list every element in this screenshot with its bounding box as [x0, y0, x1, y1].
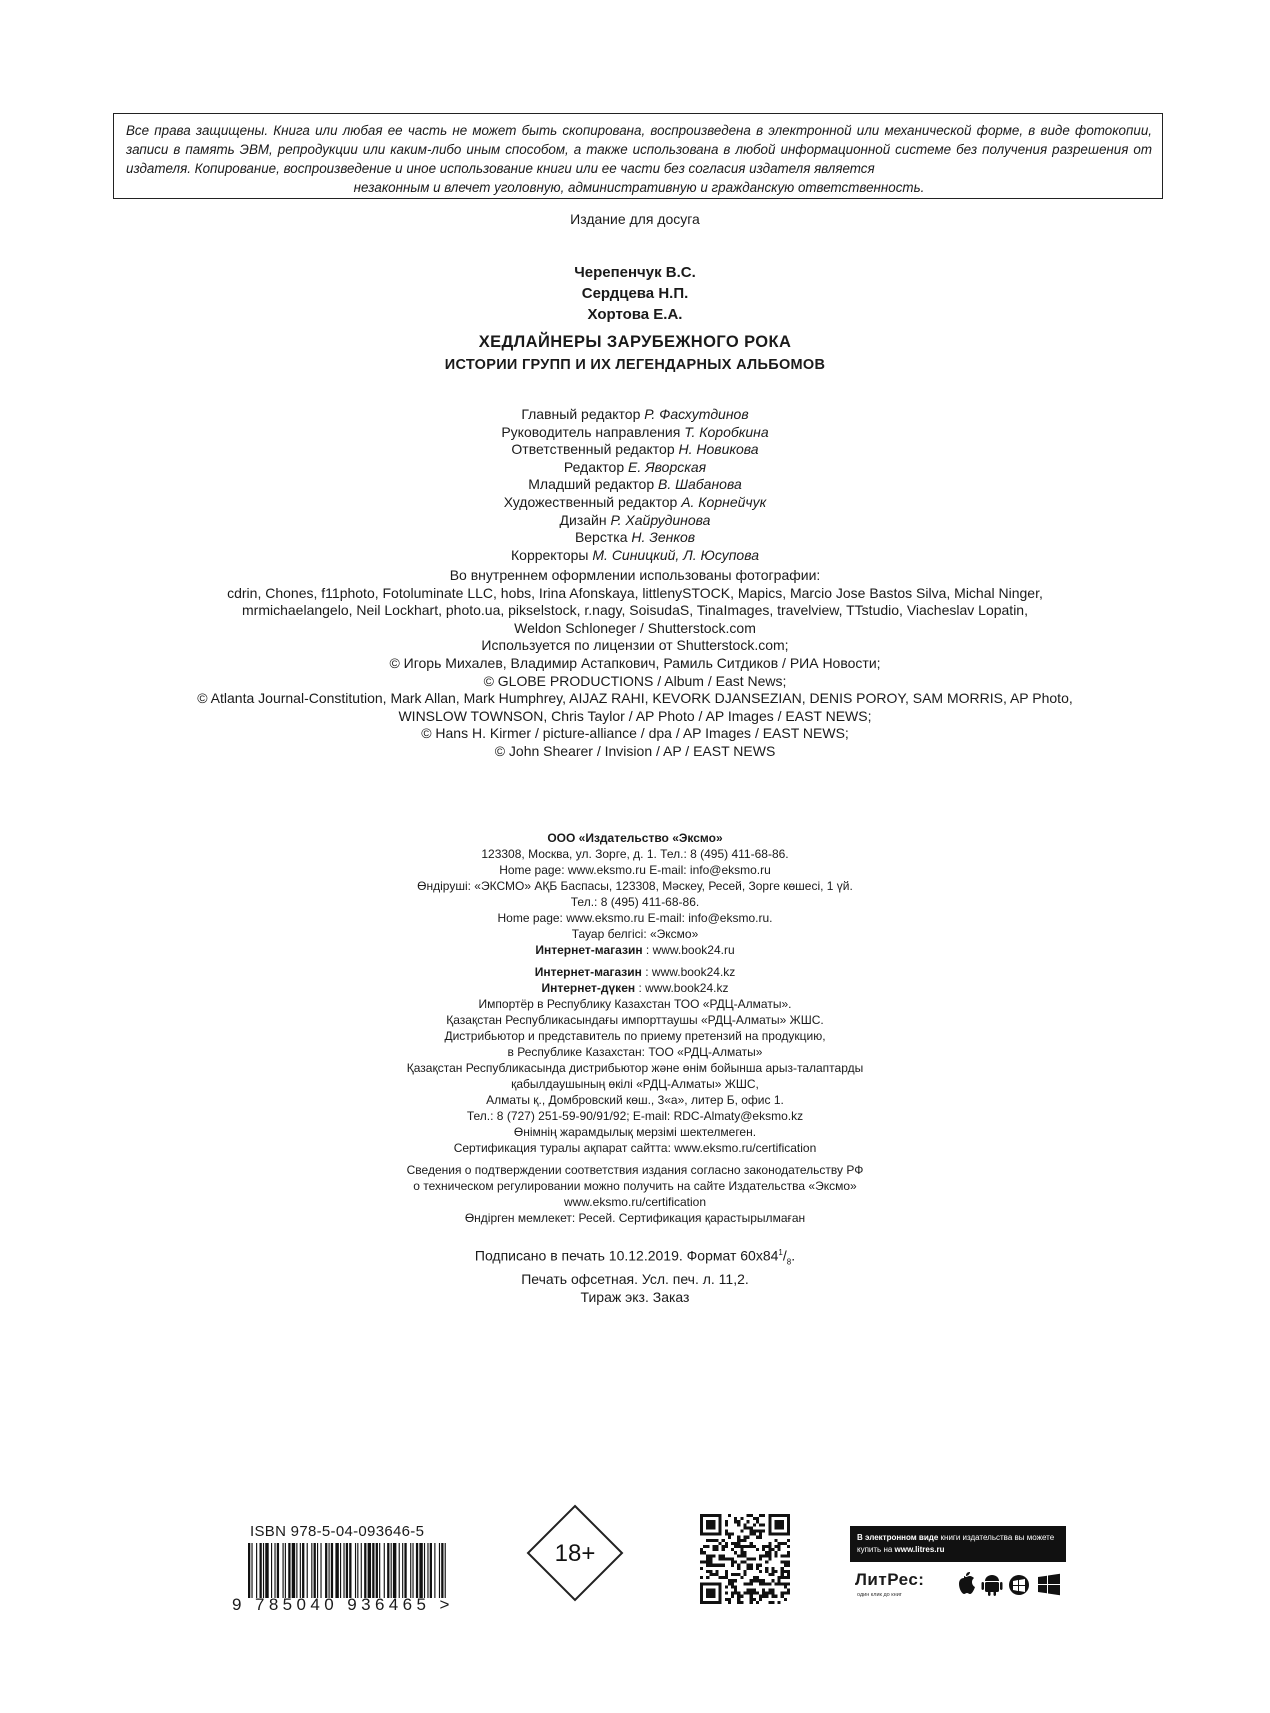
publisher-line: Сертификация туралы ақпарат сайтта: www.eksmo.ru/certification: [453, 1141, 817, 1155]
certification-line: www.eksmo.ru/certification: [563, 1195, 707, 1209]
photo-credit-line: © Игорь Михалев, Владимир Астапкович, Рамиль Ситдиков / РИА Новости;: [389, 654, 881, 671]
author: Сердцева Н.П.: [581, 285, 689, 302]
photo-credits: [0, 567, 1270, 761]
credit-line: Младший редактор В. Шабанова: [528, 476, 742, 493]
certification-line: Өндірген мемлекет: Ресей. Сертификация қарастырылмаған: [464, 1211, 806, 1225]
credit-line: Редактор Е. Яворская: [563, 458, 707, 475]
publisher-block: [0, 830, 1270, 1226]
copyright-notice: [113, 113, 1163, 199]
litres-banner-line: В электронном виде книги издательства вы можете: [857, 1533, 1055, 1542]
photo-credit-line: © Atlanta Journal-Constitution, Mark Allan, Mark Humphrey, AIJAZ RAHI, KEVORK DJANSEZIAN, DENIS POROY, SAM MORRIS, AP Photo,: [197, 690, 1073, 707]
publisher-line: Дистрибьютор и представитель по приему претензий на продукцию,: [444, 1029, 826, 1043]
isbn-label: ISBN 978-5-04-093646-5: [250, 1523, 425, 1540]
publisher-line: 123308, Москва, ул. Зорге, д. 1. Тел.: 8 (495) 411-68-86.: [481, 847, 789, 861]
photo-credit-line: cdrin, Chones, f11photo, Fotoluminate LLC, hobs, Irina Afonskaya, littlenySTOCK, Mapics, Marcio Jose Bastos Silva, Michal Ninger,: [227, 584, 1043, 601]
litres-tagline: один клик до книг: [857, 1592, 902, 1598]
publisher-line: Home page: www.eksmo.ru E-mail: info@eksmo.ru.: [497, 911, 773, 925]
certification-line: Сведения о подтверждении соответствия издания согласно законодательству РФ: [406, 1163, 864, 1177]
isbn-digits: 9 785040 936465 >: [232, 1595, 454, 1614]
credit-line: Дизайн Р. Хайрудинова: [559, 511, 711, 528]
publisher-line: қабылдаушының өкілі «РДЦ-Алматы» ЖШС,: [511, 1077, 759, 1091]
photo-credit-line: © GLOBE PRODUCTIONS / Album / East News;: [483, 672, 787, 689]
photo-credit-line: Используется по лицензии от Shutterstock.com;: [481, 637, 789, 654]
print-run-line: Тираж экз. Заказ: [580, 1288, 690, 1305]
photo-credit-line: Во внутреннем оформлении использованы фотографии:: [449, 567, 821, 583]
copyright-notice-last-line: незаконным и влечет уголовную, административную и гражданскую ответственность.: [353, 180, 925, 195]
publisher-line: в Республике Казахстан: ТОО «РДЦ-Алматы»: [507, 1045, 763, 1059]
publisher-line: Тел.: 8 (495) 411-68-86.: [570, 895, 700, 909]
credit-line: Корректоры М. Синицкий, Л. Юсупова: [511, 546, 759, 563]
platform-icons: [954, 1570, 1064, 1598]
credit-line: Главный редактор Р. Фасхутдинов: [521, 406, 749, 422]
certification-line: о техническом регулировании можно получить на сайте Издательства «Эксмо»: [413, 1179, 857, 1193]
book-title: ХЕДЛАЙНЕРЫ ЗАРУБЕЖНОГО РОКА: [478, 333, 792, 351]
authors-list: [0, 262, 1270, 325]
photo-credit-line: Weldon Schloneger / Shutterstock.com: [514, 619, 756, 636]
publisher-line: Қазақстан Республикасындағы импорттаушы «РДЦ-Алматы» ЖШС.: [446, 1013, 824, 1027]
windows-phone-icon: [1009, 1575, 1029, 1595]
credit-line: Художественный редактор А. Корнейчук: [503, 493, 767, 510]
shop-line: Интернет-дүкен : www.book24.kz: [541, 981, 729, 995]
publisher-line: Импортёр в Республику Казахстан ТОО «РДЦ-Алматы».: [478, 997, 792, 1011]
signed-line: Подписано в печать 10.12.2019. Формат $60x84^1/_8$.: [474, 1247, 796, 1267]
print-info: [0, 1244, 1270, 1306]
publisher-line: Тел.: 8 (727) 251-59-90/91/92; E-mail: RDC-Almaty@eksmo.kz: [466, 1109, 804, 1123]
apple-icon: [959, 1572, 975, 1594]
publisher-name: ООО «Издательство «Эксмо»: [547, 831, 723, 845]
photo-credit-line: mrmichaelangelo, Neil Lockhart, photo.ua, pikselstock, r.nagy, SoisudaS, TinaImages, travelview, TTstudio, Viacheslav Lopatin,: [242, 602, 1028, 619]
author: Черепенчук В.С.: [574, 264, 696, 281]
publisher-line: Тауар белгісі: «Эксмо»: [571, 927, 699, 941]
copyright-notice-text: Все права защищены. Книга или любая ее часть не может быть скопирована, воспроизведена в электронной или механической форме, в виде фотокопии, записи в память ЭВМ, репродукции или каким-либо иным способом, а также использована в любой информационной системе без получения разрешения от издателя. Копирование, воспроизведение и иное использование книги или ее части без согласия издателя является: [126, 123, 1152, 176]
credit-line: Ответственный редактор Н. Новикова: [511, 441, 759, 458]
publisher-line: Қазақстан Республикасында дистрибьютор және өнім бойынша арыз-талаптарды: [406, 1061, 864, 1075]
photo-credit-line: WINSLOW TOWNSON, Chris Taylor / AP Photo / AP Images / EAST NEWS;: [398, 707, 872, 724]
publisher-line: Home page: www.eksmo.ru E-mail: info@eksmo.ru: [499, 863, 771, 877]
litres-banner-line: купить на www.litres.ru: [857, 1545, 945, 1554]
book-subtitle: ИСТОРИИ ГРУПП И ИХ ЛЕГЕНДАРНЫХ АЛЬБОМОВ: [444, 357, 826, 373]
age-rating-text: 18+: [554, 1540, 596, 1567]
credit-line: Верстка Н. Зенков: [574, 529, 696, 546]
litres-banner: [850, 1526, 1066, 1562]
publisher-line: Өндіруші: «ЭКСМО» АҚБ Баспасы, 123308, Мәскеу, Ресей, Зорге көшесі, 1 үй.: [417, 879, 853, 893]
qr-code-icon: [700, 1514, 790, 1604]
windows-icon: [1038, 1574, 1060, 1595]
android-icon: [982, 1575, 1003, 1596]
shop-line: Интернет-магазин : www.book24.kz: [534, 965, 736, 979]
litres-logo: ЛитРес:: [855, 1570, 925, 1589]
publisher-line: Алматы қ., Домбровский көш., 3«а», литер Б, офис 1.: [486, 1093, 784, 1107]
credit-line: Руководитель направления Т. Коробкина: [501, 423, 769, 440]
author: Хортова Е.А.: [587, 306, 683, 323]
isbn-barcode: [248, 1543, 448, 1598]
print-type-line: Печать офсетная. Усл. печ. л. 11,2.: [521, 1271, 749, 1288]
publisher-line: Өнімнің жарамдылық мерзімі шектелмеген.: [513, 1125, 757, 1139]
shop-line: Интернет-магазин : www.book24.ru: [535, 943, 735, 957]
edition-type: Издание для досуга: [570, 211, 700, 227]
age-rating-badge: [525, 1503, 625, 1603]
photo-credit-line: © John Shearer / Invision / AP / EAST NEWS: [494, 742, 776, 759]
editorial-credits: [0, 406, 1270, 564]
photo-credit-line: © Hans H. Kirmer / picture-alliance / dpa / AP Images / EAST NEWS;: [421, 725, 849, 742]
